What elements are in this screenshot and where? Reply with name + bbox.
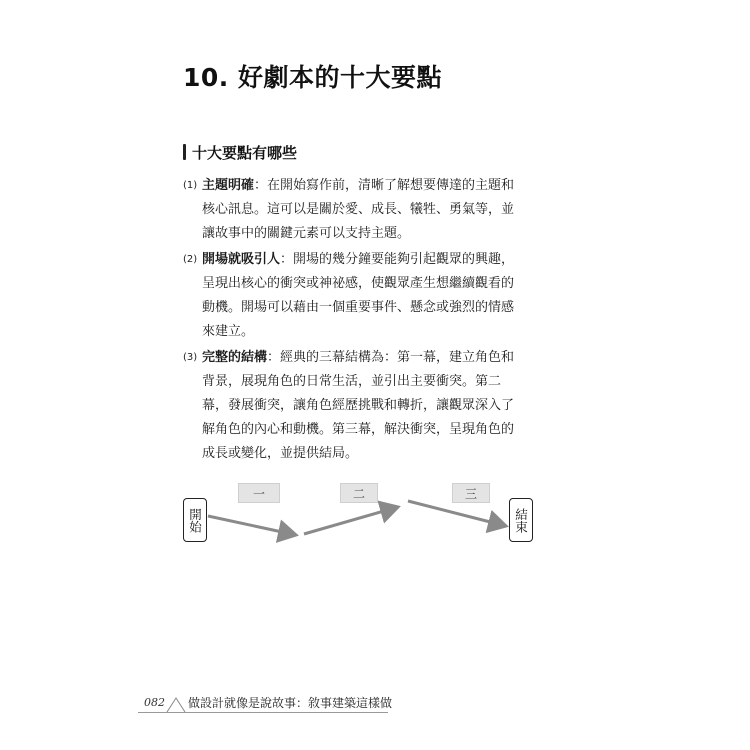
act-three-arrow <box>408 501 506 526</box>
act-two-label: 二 <box>340 483 378 503</box>
item-text: ：在開始寫作前，清晰了解想要傳達的主題和 <box>254 178 515 193</box>
item-line: 呈現出核心的衝突或神祕感，使觀眾產生想繼續觀看的 <box>202 276 515 291</box>
book-title: 做設計就像是說故事：敘事建築這樣做 <box>188 696 393 710</box>
item-line: 動機。開場可以藉由一個重要事件、懸念或強烈的情感 <box>202 300 515 315</box>
item-line: 成長或變化，並提供結局。 <box>202 446 359 461</box>
end-label: 結束 <box>513 507 529 533</box>
end-box <box>509 498 533 542</box>
footer-rule <box>138 712 388 713</box>
item-number: (1) <box>183 180 198 191</box>
item-text: ：經典的三幕結構為：第一幕，建立角色和 <box>267 350 515 365</box>
item-number: (3) <box>183 352 198 363</box>
item-term: 完整的結構 <box>202 350 268 365</box>
act-two-arrow <box>304 507 398 534</box>
start-box <box>183 498 207 542</box>
item-term: 開場就吸引人 <box>202 252 281 267</box>
footer-tab-icon <box>166 696 186 712</box>
item-line: 幕，發展衝突，讓角色經歷挑戰和轉折，讓觀眾深入了 <box>202 398 515 413</box>
item-line: 核心訊息。這可以是關於愛、成長、犧牲、勇氣等，並 <box>202 202 515 217</box>
item-text: ：開場的幾分鐘要能夠引起觀眾的興趣， <box>280 252 515 267</box>
start-label: 開始 <box>187 507 203 533</box>
act-one-label: 一 <box>238 483 280 503</box>
item-line: 背景，展現角色的日常生活，並引出主要衝突。第二 <box>202 374 502 389</box>
act-one-arrow <box>208 516 296 535</box>
act-three-label: 三 <box>452 483 490 503</box>
item-line: 解角色的內心和動機。第三幕，解決衝突，呈現角色的 <box>202 422 515 437</box>
item-line: 讓故事中的關鍵元素可以支持主題。 <box>202 226 411 241</box>
item-term: 主題明確 <box>202 178 255 193</box>
section-heading-label: 十大要點有哪些 <box>192 143 298 162</box>
item-number: (2) <box>183 254 198 265</box>
page-number: 082 <box>144 696 165 709</box>
item-line: 來建立。 <box>202 324 255 339</box>
chapter-title: 10. 好劇本的十大要點 <box>183 63 442 92</box>
